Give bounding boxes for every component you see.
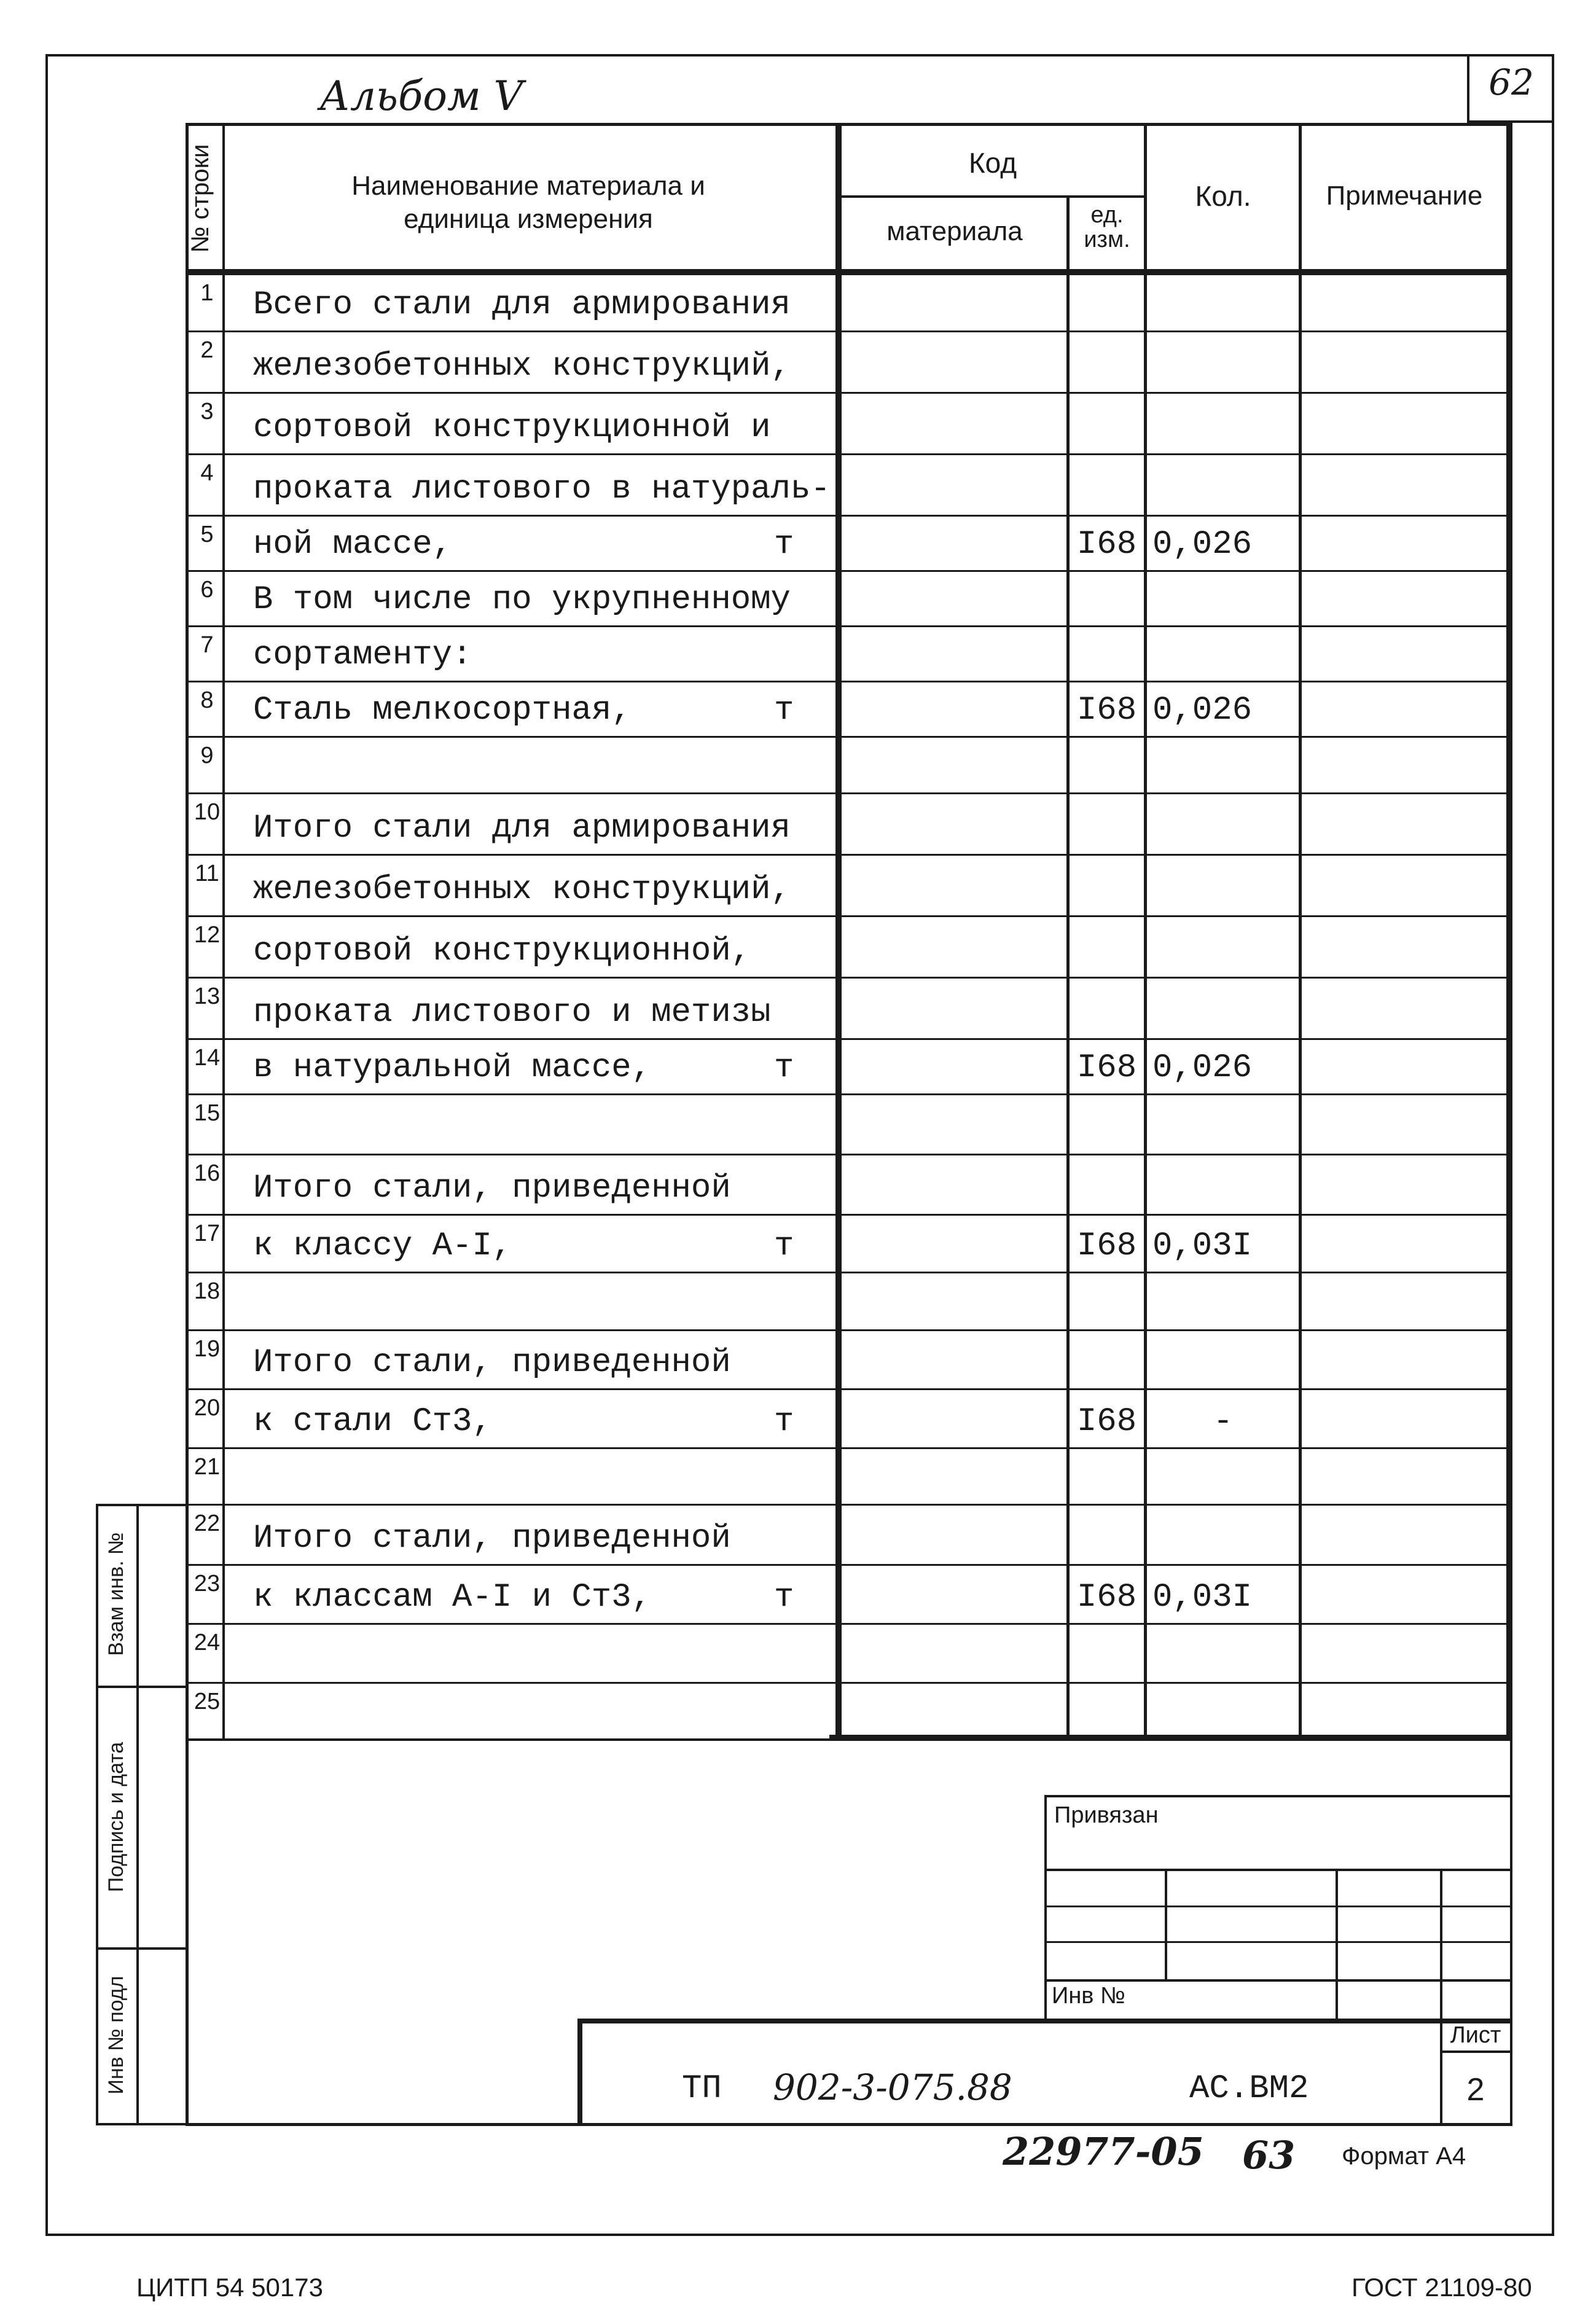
row-text: Итого стали для армирования <box>253 810 791 847</box>
row-number: 25 <box>194 1689 221 1714</box>
row-text: к стали Ст3, <box>253 1403 492 1440</box>
row-text: железобетонных конструкций, <box>253 348 791 385</box>
row-unit: т <box>774 1579 794 1616</box>
row-divider <box>186 736 1512 738</box>
row-number: 12 <box>194 922 221 948</box>
footer-left-code: ЦИТП 54 50173 <box>136 2273 323 2302</box>
row-unit: т <box>774 1403 794 1440</box>
row-number: 13 <box>194 983 221 1009</box>
tb-doc-number: 902-3-075.88 <box>773 2066 1012 2108</box>
row-number: 22 <box>194 1511 221 1536</box>
tb-sheet-label: Лист <box>1450 2022 1501 2048</box>
row-quantity: 0,026 <box>1152 692 1253 729</box>
row-text: ной массе, <box>253 526 453 563</box>
row-quantity: 0,026 <box>1152 1049 1253 1087</box>
row-divider <box>186 1214 1512 1216</box>
row-text: к классам А-I и Ст3, <box>253 1579 652 1616</box>
row-divider <box>186 1564 1512 1566</box>
row-text: Итого стали, приведенной <box>253 1344 731 1382</box>
row-text: Всего стали для армирования <box>253 286 791 324</box>
row-divider <box>186 1093 1512 1095</box>
row-divider <box>186 1038 1512 1040</box>
header-code: Код <box>968 147 1017 179</box>
row-unit-code: I68 <box>1076 1227 1137 1265</box>
row-divider <box>186 854 1512 856</box>
row-number: 20 <box>194 1395 221 1421</box>
row-number: 2 <box>200 337 214 363</box>
archive-number: 22977-05 <box>1003 2129 1204 2174</box>
row-divider <box>186 570 1512 572</box>
row-unit: т <box>774 1227 794 1265</box>
row-divider <box>186 515 1512 517</box>
row-number: 15 <box>194 1100 221 1126</box>
row-divider <box>186 330 1512 332</box>
row-text: проката листового в натураль- <box>253 471 831 508</box>
row-text: Сталь мелкосортная, <box>253 692 632 729</box>
row-number: 4 <box>200 460 214 486</box>
tb-inv-no: Инв № <box>1052 1983 1125 2009</box>
row-number: 16 <box>194 1160 221 1186</box>
row-number: 19 <box>194 1336 221 1362</box>
row-number: 23 <box>194 1571 221 1597</box>
row-quantity: - <box>1213 1403 1234 1440</box>
row-divider <box>186 977 1512 979</box>
header-row-number: № строки <box>187 144 214 253</box>
stamp-vzam-inv: Взам инв. № <box>104 1532 128 1656</box>
row-unit: т <box>774 692 794 729</box>
row-quantity: 0,026 <box>1152 526 1253 563</box>
row-unit-code: I68 <box>1076 526 1137 563</box>
row-text: Итого стали, приведенной <box>253 1520 731 1557</box>
row-number: 21 <box>194 1454 221 1480</box>
row-unit-code: I68 <box>1076 692 1137 729</box>
album-title: Альбом V <box>319 72 523 120</box>
row-divider <box>186 1623 1512 1625</box>
tb-tp: ТП <box>682 2070 722 2108</box>
row-divider <box>186 625 1512 627</box>
row-number: 17 <box>194 1221 221 1246</box>
row-number: 18 <box>194 1278 221 1304</box>
row-number: 3 <box>200 399 214 424</box>
row-divider <box>186 915 1512 917</box>
row-number: 10 <box>194 799 221 825</box>
stamp-signature-date: Подпись и дата <box>104 1742 128 1893</box>
row-number: 14 <box>194 1045 221 1071</box>
row-unit-code: I68 <box>1076 1579 1137 1616</box>
row-number: 1 <box>200 280 214 306</box>
format-label: Формат А4 <box>1342 2143 1466 2170</box>
tb-privyazan: Привязан <box>1054 1802 1159 1828</box>
footer-gost: ГОСТ 21109-80 <box>1352 2273 1532 2302</box>
row-quantity: 0,03I <box>1152 1579 1253 1616</box>
row-divider <box>186 1272 1512 1273</box>
row-divider <box>186 681 1512 682</box>
archive-page: 63 <box>1242 2133 1296 2178</box>
row-divider <box>186 1154 1512 1155</box>
row-divider <box>186 792 1512 794</box>
row-text: В том числе по укрупненному <box>253 581 791 619</box>
row-divider <box>186 1388 1512 1390</box>
row-unit: т <box>774 526 794 563</box>
row-unit: т <box>774 1049 794 1087</box>
row-text: в натуральной массе, <box>253 1049 652 1087</box>
row-divider <box>186 1504 1512 1506</box>
page-number: 62 <box>1488 61 1534 103</box>
row-text: сортаменту: <box>253 636 472 674</box>
header-name: Наименование материала и единица измерения <box>351 171 705 234</box>
row-text: Итого стали, приведенной <box>253 1170 731 1207</box>
row-text: к классу А-I, <box>253 1227 512 1265</box>
header-qty: Кол. <box>1195 180 1251 212</box>
row-divider <box>186 1447 1512 1449</box>
tb-sheet-number: 2 <box>1466 2072 1485 2108</box>
header-code-unit: ед. изм. <box>1084 202 1130 252</box>
row-divider <box>186 392 1512 394</box>
row-divider <box>186 1329 1512 1331</box>
row-number: 7 <box>200 632 214 658</box>
row-divider <box>186 1682 1512 1684</box>
row-text: железобетонных конструкций, <box>253 871 791 909</box>
row-divider <box>186 453 1512 455</box>
header-code-material: материала <box>886 216 1023 246</box>
row-unit-code: I68 <box>1076 1049 1137 1087</box>
stamp-inv-podl: Инв № подл <box>104 1976 128 2095</box>
row-number: 6 <box>200 577 214 603</box>
row-text: сортовой конструкционной и <box>253 409 771 447</box>
row-unit-code: I68 <box>1076 1403 1137 1440</box>
row-number: 11 <box>195 861 219 886</box>
header-note: Примечание <box>1326 181 1483 211</box>
row-text: сортовой конструкционной, <box>253 932 751 970</box>
row-number: 8 <box>200 687 214 713</box>
row-number: 5 <box>200 522 214 547</box>
row-number: 9 <box>200 743 214 768</box>
row-number: 24 <box>194 1630 221 1656</box>
row-text: проката листового и метизы <box>253 994 771 1031</box>
row-quantity: 0,03I <box>1152 1227 1253 1265</box>
tb-doc-code: АС.ВМ2 <box>1189 2070 1309 2108</box>
